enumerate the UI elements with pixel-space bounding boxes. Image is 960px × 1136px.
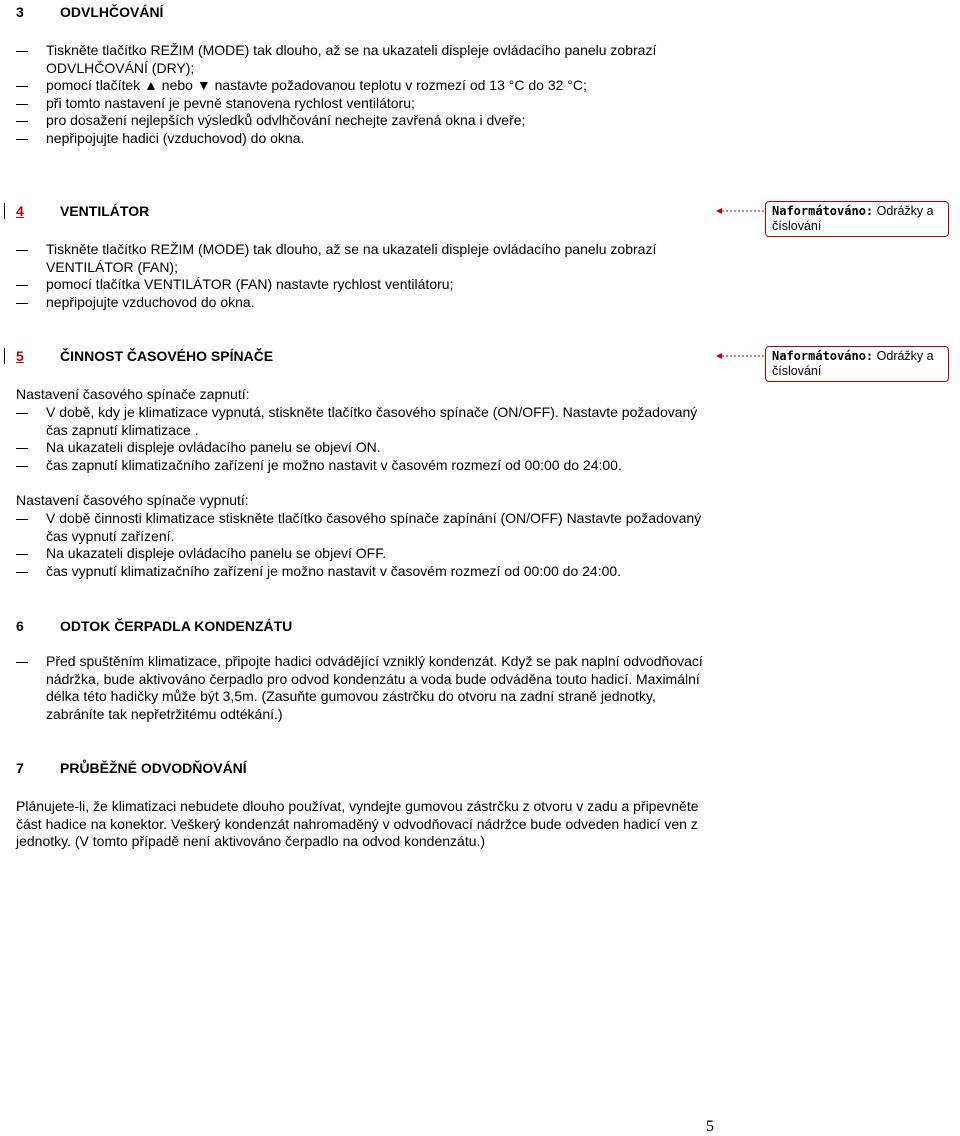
comment-connector-icon [716,206,764,216]
section-number: 4 [16,203,24,219]
timer-off-intro: Nastavení časového spínače vypnutí: [16,492,249,508]
list-item: pro dosažení nejlepších výsledků odvlhčování nechejte zavřená okna i dveře; [16,112,716,130]
section-title: PRŮBĚŽNÉ ODVODŇOVÁNÍ [60,760,247,776]
revision-comment[interactable] [765,346,949,382]
list-item: čas zapnutí klimatizačního zařízení je možno nastavit v časovém rozmezí od 00:00 do 24:00. [16,457,716,475]
list-item: při tomto nastavení je pevně stanovena rychlost ventilátoru; [16,95,716,113]
page-number: 5 [706,1118,714,1135]
comment-text: Odrážky a číslování [772,204,934,233]
revision-comment[interactable] [765,201,949,237]
list-item: pomocí tlačítka VENTILÁTOR (FAN) nastavte rychlost ventilátoru; [16,276,716,294]
section-5-heading [16,346,273,366]
section-title: ČINNOST ČASOVÉHO SPÍNAČE [60,348,274,364]
list-item: V době činnosti klimatizace stiskněte tlačítko časového spínače zapínání (ON/OFF) Nastavte požadovaný čas vypnutí zařízení. [16,510,716,545]
section-title: VENTILÁTOR [60,203,150,219]
list-item: nepřipojujte vzduchovod do okna. [16,294,716,312]
comment-label: Naformátováno: [772,204,874,218]
section-number: 3 [16,4,24,20]
section-number: 5 [16,348,24,364]
list-item: V době, kdy je klimatizace vypnutá, stiskněte tlačítko časového spínače (ON/OFF). Nastavte požadovaný čas zapnutí klimatizace . [16,404,716,439]
comment-connector-icon [716,351,764,361]
section-number: 6 [16,618,24,634]
list-item: nepřipojujte hadici (vzduchovod) do okna. [16,130,716,148]
section-title: ODTOK ČERPADLA KONDENZÁTU [60,618,293,634]
list-item: Před spuštěním klimatizace, připojte hadici odvádějící vzniklý kondenzát. Když se pak naplní odvodňovací nádržka, bude aktivováno čerpadlo pro odvod kondenzátu a voda bude odváděna touto hadicí. Maximální délka této hadičky může být 3,5m. (Zasuňte gumovou zástrčku do otvoru na zadní straně jednotky, zabráníte tak nepřetržitému odtékání.) [16,653,711,723]
timer-on-intro: Nastavení časového spínače zapnutí: [16,386,250,402]
section-3-list [16,42,716,147]
list-item: Tiskněte tlačítko REŽIM (MODE) tak dlouho, až se na ukazateli displeje ovládacího panelu zobrazí VENTILÁTOR (FAN); [16,241,716,276]
timer-off-list [16,510,716,580]
section-7-heading [16,758,247,778]
change-bar [4,203,5,219]
timer-on-list [16,404,716,474]
list-item: Na ukazateli displeje ovládacího panelu se objeví ON. [16,439,716,457]
section-title: ODVLHČOVÁNÍ [60,4,164,20]
list-item: čas vypnutí klimatizačního zařízení je možno nastavit v časovém rozmezí od 00:00 do 24:00. [16,563,716,581]
section-number: 7 [16,760,24,776]
section-4-list [16,241,716,311]
section-6-list [16,653,711,723]
comment-text: Odrážky a číslování [772,349,934,378]
change-bar [4,348,5,364]
comment-label: Naformátováno: [772,349,874,363]
section-3-heading [16,2,163,22]
section-6-heading [16,616,292,636]
list-item: Tiskněte tlačítko REŽIM (MODE) tak dlouho, až se na ukazateli displeje ovládacího panelu zobrazí ODVLHČOVÁNÍ (DRY); [16,42,716,77]
list-item: pomocí tlačítek ▲ nebo ▼ nastavte požadovanou teplotu v rozmezí od 13 °C do 32 °C; [16,77,716,95]
section-4-heading [16,201,149,221]
section-7-text: Plánujete-li, že klimatizaci nebudete dlouho používat, vyndejte gumovou zástrčku z otvoru v zadu a připevněte část hadice na konektor. Veškerý kondenzát nahromaděný v odvodňovací nádržce bude odveden hadicí ven z jednotky. (V tomto případě není aktivováno čerpadlo na odvod kondenzátu.) [16,798,699,849]
list-item: Na ukazateli displeje ovládacího panelu se objeví OFF. [16,545,716,563]
